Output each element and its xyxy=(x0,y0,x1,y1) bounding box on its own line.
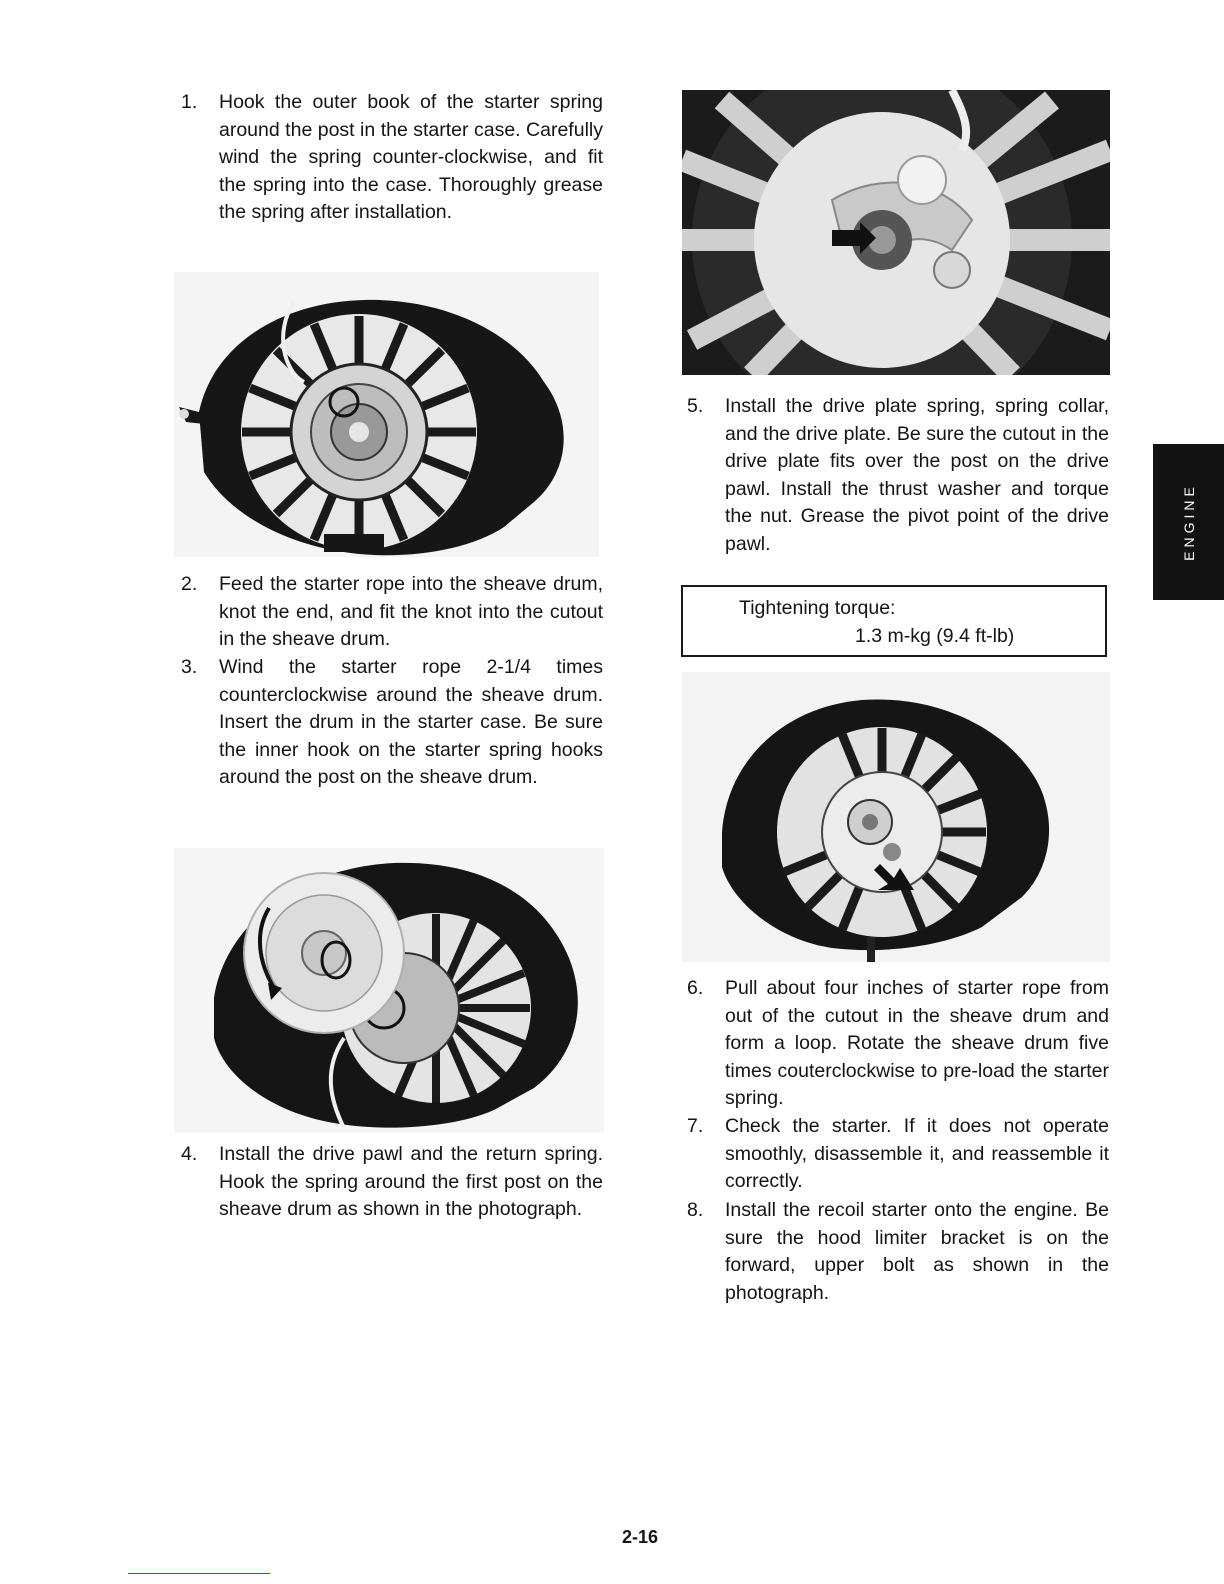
step-number: 2. xyxy=(181,573,198,595)
section-tab-label: ENGINE xyxy=(1180,483,1197,561)
step-text: Pull about four inches of starter rope from out of the cutout in the sheave drum and form a loop. Rotate the sheave drum five times couterclockwise to pre-load the starter spring. xyxy=(725,977,1109,1110)
torque-spec-box xyxy=(681,585,1107,657)
step-text: Wind the starter rope 2-1/4 times counterclockwise around the sheave drum. Insert the drum in the starter case. Be sure the inner hook on the starter spring hooks around the post on the sheave drum. xyxy=(219,656,603,789)
step-text: Install the drive plate spring, spring collar, and the drive plate. Be sure the cutout in the drive plate fits over the post on the drive pawl. Install the thrust washer and torque the nut. Grease the pivot point of the drive pawl. xyxy=(725,395,1109,555)
step-text: Hook the outer book of the starter spring around the post in the starter case. Carefully wind the spring counter-clockwise, and fit the spring into the case. Thoroughly grease the spring after installation. xyxy=(219,91,603,224)
step-text: Feed the starter rope into the sheave drum, knot the end, and fit the knot into the cutout in the sheave drum. xyxy=(219,573,603,651)
photo-drive-plate xyxy=(682,90,1110,375)
step-text: Install the recoil starter onto the engine. Be sure the hood limiter bracket is on the forward, upper bolt as shown in the photograph. xyxy=(725,1199,1109,1304)
step-8 xyxy=(687,1197,1109,1307)
step-number: 3. xyxy=(181,656,198,678)
step-2 xyxy=(181,571,603,654)
step-number: 1. xyxy=(181,91,198,113)
step-number: 5. xyxy=(687,395,704,417)
step-text: Install the drive pawl and the return spring. Hook the spring around the first post on the sheave drum as shown in the photograph. xyxy=(219,1143,603,1221)
step-4 xyxy=(181,1141,603,1224)
photo-preload-spring xyxy=(682,672,1110,962)
torque-label: Tightening torque: xyxy=(739,597,896,619)
step-number: 4. xyxy=(181,1143,198,1165)
step-5 xyxy=(687,393,1109,559)
step-number: 7. xyxy=(687,1115,704,1137)
step-number: 8. xyxy=(687,1199,704,1221)
step-3 xyxy=(181,654,603,792)
photo-sheave-drum-install xyxy=(174,848,604,1133)
step-6 xyxy=(687,975,1109,1113)
footer-rule xyxy=(128,1573,270,1574)
step-1 xyxy=(181,89,603,227)
step-text: Check the starter. If it does not operate smoothly, disassemble it, and reassemble it correctly. xyxy=(725,1115,1109,1193)
page-number: 2-16 xyxy=(621,1527,659,1547)
section-tab-engine xyxy=(1153,444,1224,600)
step-number: 6. xyxy=(687,977,704,999)
photo-starter-spring-case xyxy=(174,272,599,557)
step-7 xyxy=(687,1113,1109,1196)
torque-value: 1.3 m-kg (9.4 ft-lb) xyxy=(855,625,1015,647)
